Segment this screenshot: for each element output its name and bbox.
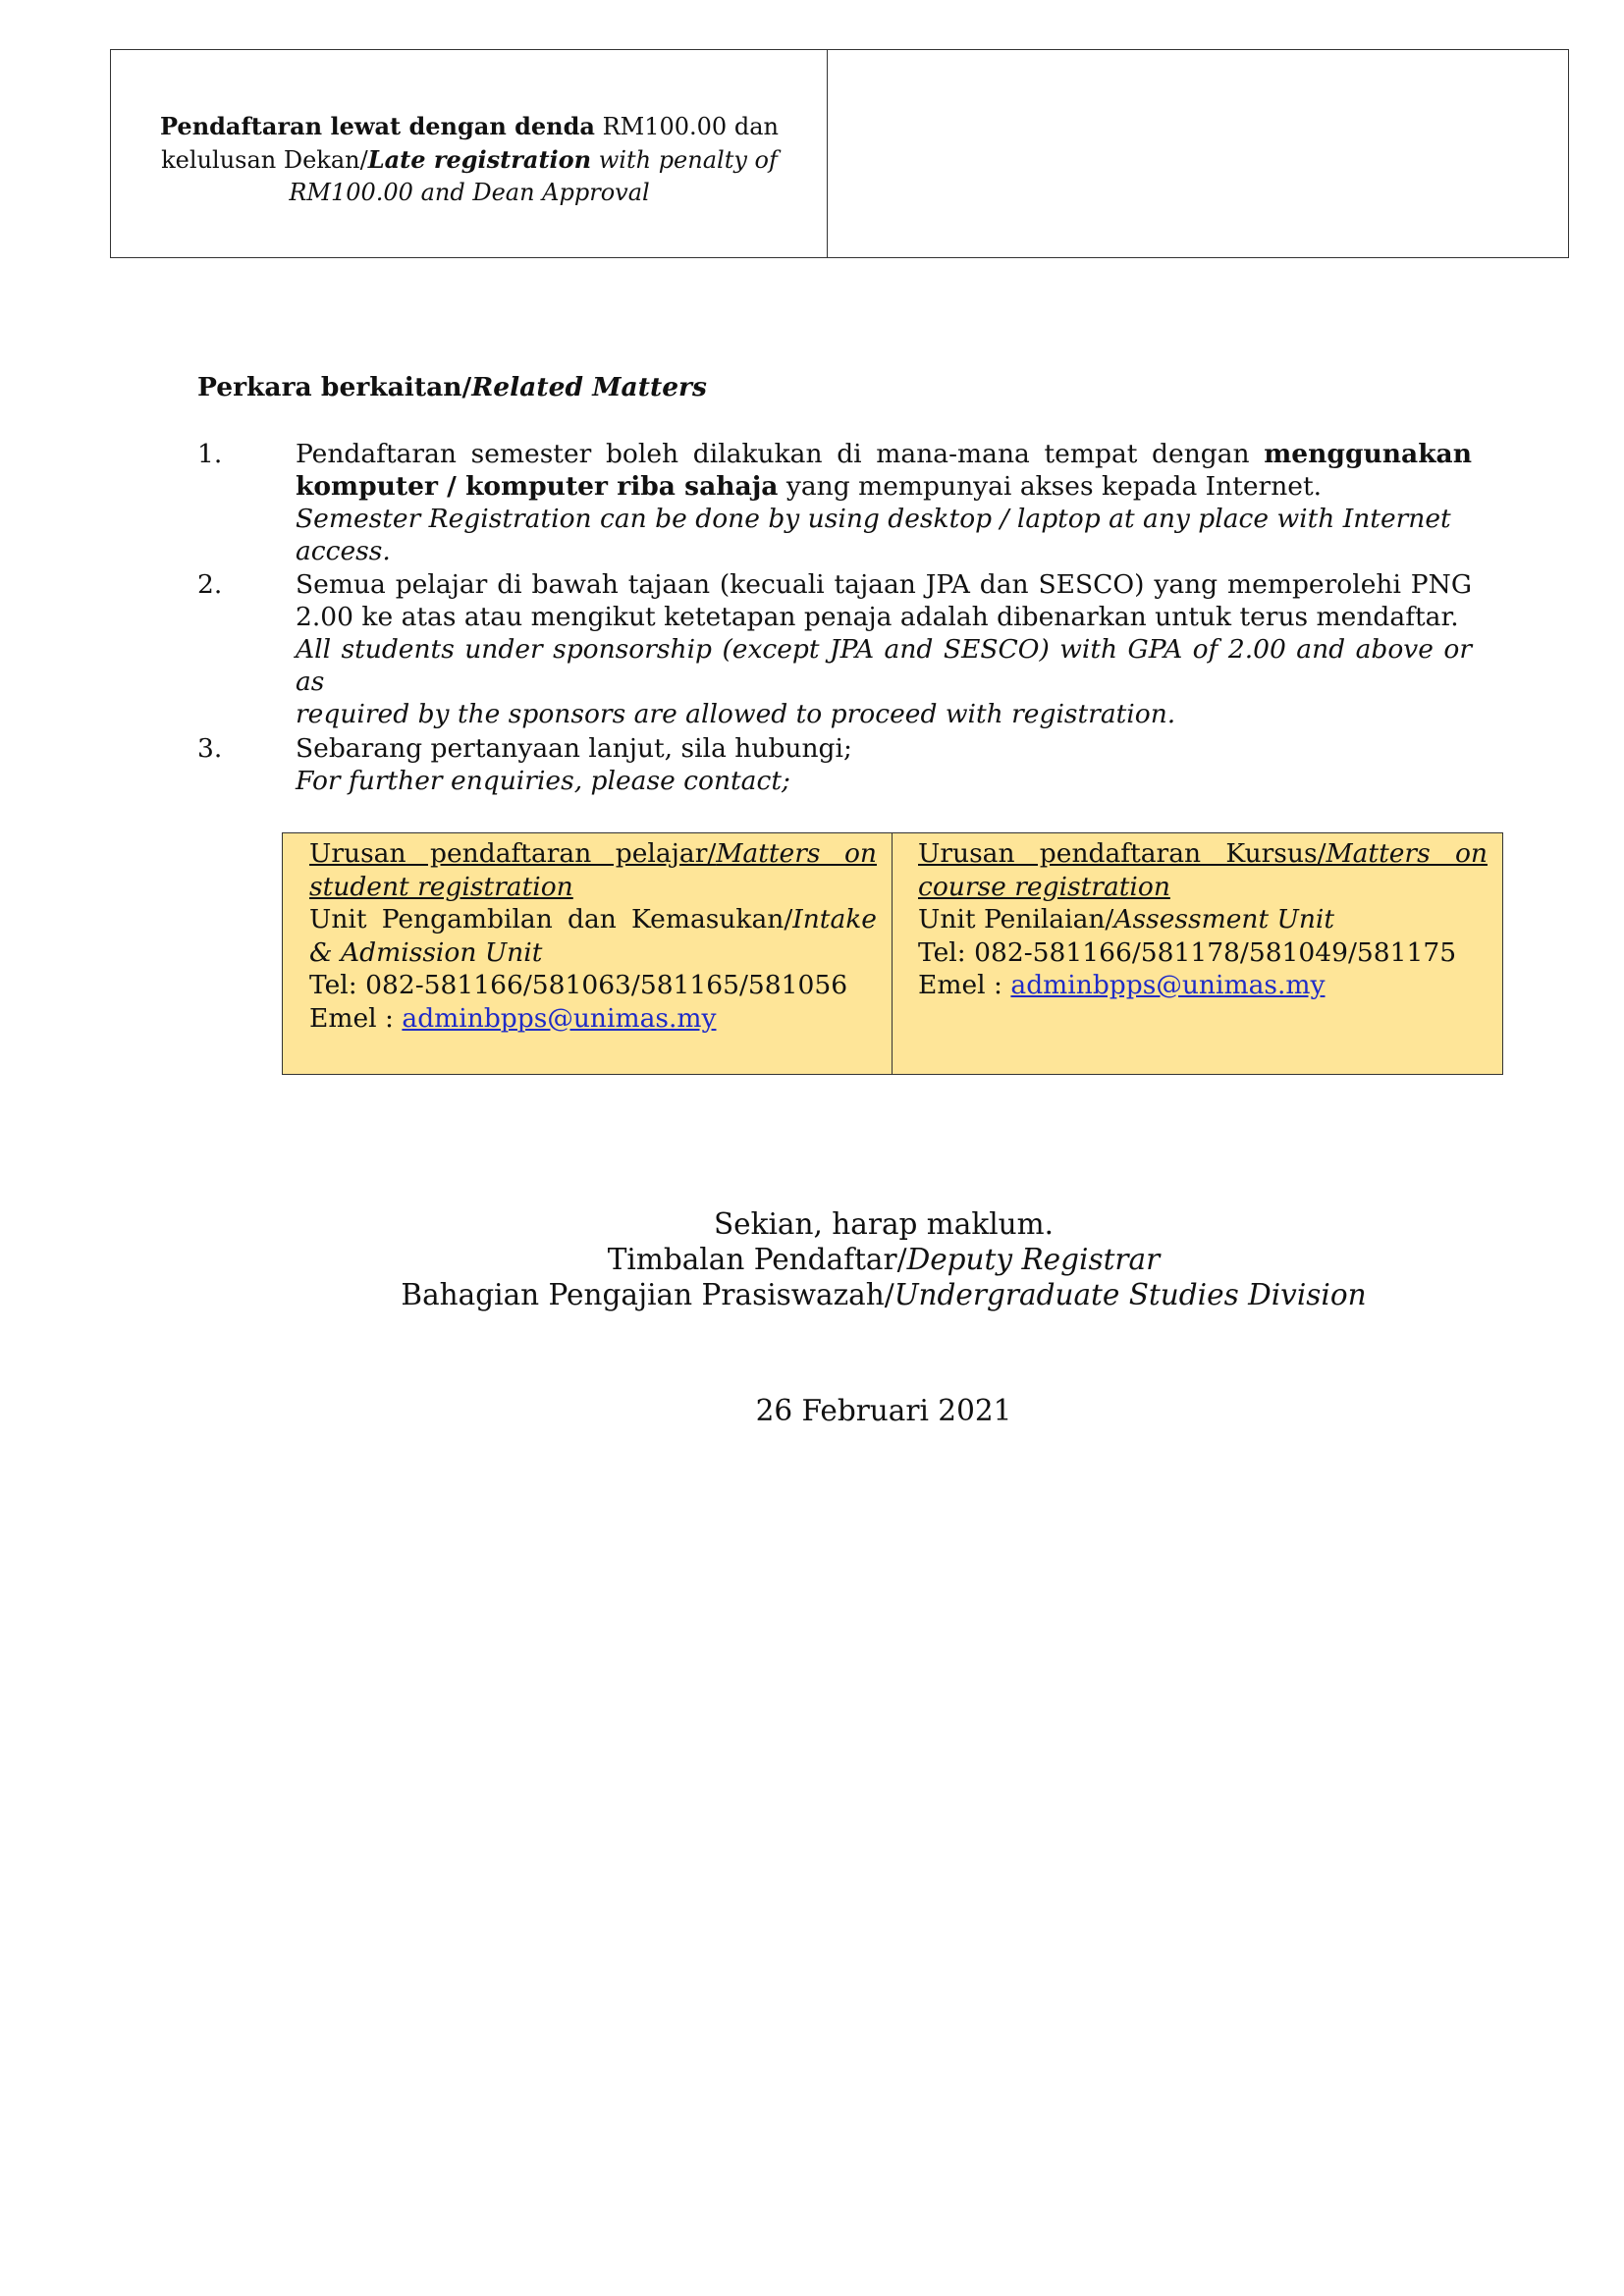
student-unit-en-2: & Admission Unit: [309, 936, 543, 968]
late-registration-plain: RM100.00 dan kelulusan Dekan/: [161, 113, 779, 174]
signatory-title: [295, 1242, 1473, 1277]
student-registration-contact: [309, 837, 877, 1035]
signatory-title-en: Deputy Registrar: [906, 1243, 1161, 1276]
course-registration-contact: [918, 837, 1488, 1002]
course-title-ms: Urusan pendaftaran Kursus/: [918, 838, 1326, 869]
student-email-link[interactable]: adminbpps@unimas.my: [402, 1002, 717, 1034]
late-registration-en-bold: Late registration: [367, 145, 592, 174]
late-registration-en-rest: with penalty of RM100.00 and Dean Approval: [289, 146, 778, 206]
late-registration-bold: Pendaftaran lewat dengan denda: [160, 112, 595, 140]
document-date: 26 Februari 2021: [755, 1394, 1012, 1427]
heading-en: Related Matters: [471, 372, 707, 402]
item-1-ms-plain: Pendaftaran semester boleh dilakukan di mana-mana tempat dengan: [296, 439, 1265, 469]
item-2-en-line2: required by the sponsors are allowed to proceed with registration.: [296, 699, 1176, 729]
empty-right-cell: [827, 50, 1568, 257]
item-2-en-line1: All students under sponsorship (except JPA and SESCO) with GPA of 2.00 and above or as: [296, 634, 1472, 697]
student-title-ms: Urusan pendaftaran pelajar/: [309, 838, 717, 869]
item-number: 2.: [197, 569, 223, 600]
division-name-en: Undergraduate Studies Division: [893, 1278, 1367, 1311]
signatory-title-ms: Timbalan Pendaftar/: [607, 1243, 907, 1276]
item-1-ms-line1: [296, 438, 1472, 470]
course-unit-ms: Unit Penilaian/: [918, 904, 1114, 934]
course-email-line: [918, 969, 1488, 1002]
related-item-3: [197, 732, 1472, 797]
related-item-1: [197, 438, 1472, 567]
student-title-line2: [309, 871, 877, 904]
student-title-line1: [309, 837, 877, 871]
student-tel: Tel: 082-581166/581063/581165/581056: [309, 970, 848, 1000]
student-unit-line1: [309, 903, 877, 936]
student-title-en: Matters on: [716, 838, 877, 869]
item-1-ms-bold-2: komputer / komputer riba sahaja: [296, 471, 779, 502]
course-tel: Tel: 082-581166/581178/581049/581175: [918, 936, 1457, 968]
course-unit-en: Assessment Unit: [1113, 904, 1335, 934]
item-2-ms-line1: Semua pelajar di bawah tajaan (kecuali tajaan JPA dan SESCO) yang memperolehi PNG: [296, 569, 1472, 600]
course-email-label: Emel :: [918, 970, 1011, 1000]
item-2-ms-line2: 2.00 ke atas atau mengikut ketetapan penaja adalah dibenarkan untuk terus mendaftar.: [296, 602, 1459, 632]
division-name: [295, 1277, 1473, 1312]
related-matters-heading: [197, 372, 707, 402]
item-1-ms-line2: [296, 470, 1472, 503]
item-number: 1.: [197, 439, 223, 469]
heading-ms: Perkara berkaitan/: [197, 372, 472, 402]
item-number: 3.: [197, 733, 223, 764]
student-title-en-2: student registration: [309, 871, 573, 902]
contact-table: [282, 832, 1503, 1075]
item-3-ms: Sebarang pertanyaan lanjut, sila hubungi;: [296, 733, 852, 764]
course-unit: [918, 903, 1488, 936]
closing-line: Sekian, harap maklum.: [713, 1207, 1055, 1241]
student-unit-ms: Unit Pengambilan dan Kemasukan/: [309, 904, 793, 934]
course-title-en-2: course registration: [918, 871, 1170, 902]
item-3-en: For further enquiries, please contact;: [296, 766, 790, 796]
item-1-ms-bold: menggunakan: [1264, 439, 1472, 469]
course-title-en: Matters on: [1326, 838, 1488, 869]
student-email-line: [309, 1002, 877, 1036]
course-title-line1: [918, 837, 1488, 871]
late-registration-table: [110, 49, 1569, 258]
related-item-2: [197, 568, 1472, 730]
student-email-label: Emel :: [309, 1002, 403, 1034]
item-1-ms-plain-2: yang mempunyai akses kepada Internet.: [778, 471, 1323, 502]
student-unit-en: Intake: [792, 904, 877, 934]
closing-block: [295, 1206, 1473, 1312]
course-email-link[interactable]: adminbpps@unimas.my: [1010, 970, 1326, 1000]
course-title-line2: [918, 871, 1488, 904]
contact-column-divider: [892, 833, 893, 1074]
item-1-en: Semester Registration can be done by using desktop / laptop at any place with Internet access.: [296, 504, 1451, 566]
late-registration-cell: [150, 110, 788, 209]
division-name-ms: Bahagian Pengajian Prasiswazah/: [401, 1278, 894, 1311]
student-unit-line2: [309, 936, 877, 970]
